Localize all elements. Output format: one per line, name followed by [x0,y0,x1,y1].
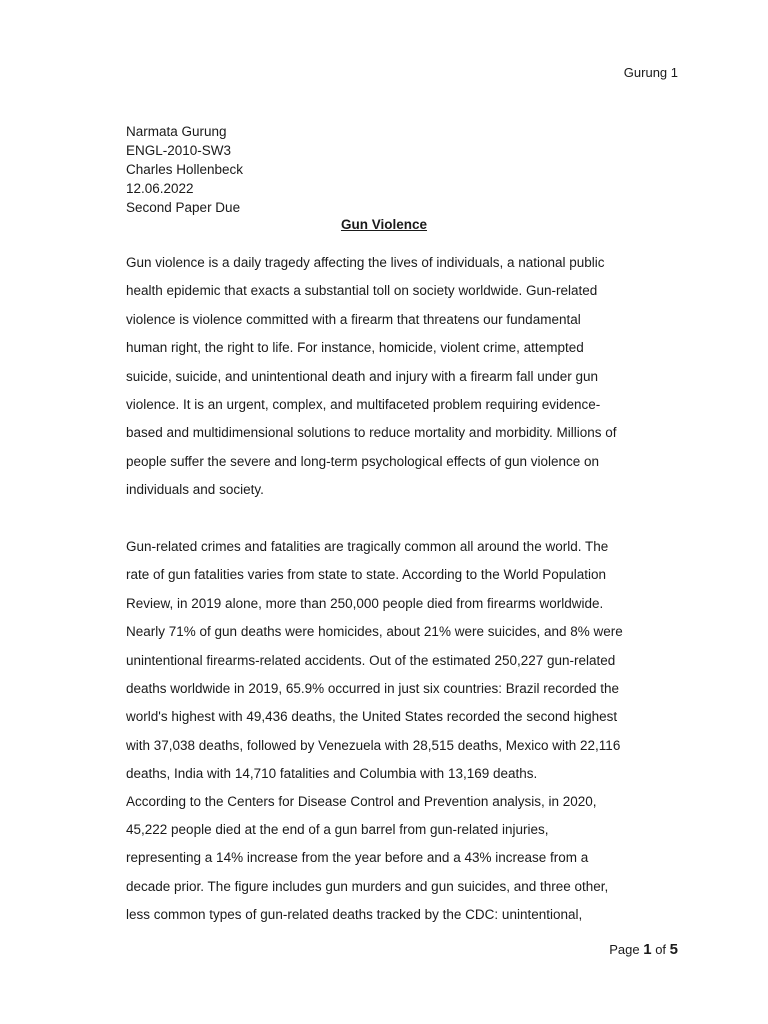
text-line: deaths, India with 14,710 fatalities and Columbia with 13,169 deaths. [126,766,538,782]
mla-heading [126,122,243,217]
text-line: people suffer the severe and long-term psychological effects of gun violence on [126,453,600,469]
text-line: world's highest with 49,436 deaths, the United States recorded the second highest [126,709,618,725]
text-line: representing a 14% increase from the year before and a 43% increase from a [126,850,589,866]
text-line: health epidemic that exacts a substantial toll on society worldwide. Gun-related [126,283,598,299]
text-line: individuals and society. [126,482,264,498]
text-line: 45,222 people died at the end of a gun barrel from gun-related injuries, [126,822,549,838]
running-head: Gurung 1 [623,65,678,80]
text-line: violence. It is an urgent, complex, and multifaceted problem requiring evidence- [126,396,601,412]
total-page-count: 5 [669,941,678,958]
text-line: rate of gun fatalities varies from state to state. According to the World Population [126,567,607,583]
text-line: Gun violence is a daily tragedy affecting the lives of individuals, a national public [126,255,605,270]
text-line: unintentional firearms-related accidents. Out of the estimated 250,227 gun-related [126,652,616,668]
paragraph-2 [126,537,646,793]
text-line: violence is violence committed with a firearm that threatens our fundamental [126,311,581,327]
assignment-name: Second Paper Due [126,200,241,215]
text-line: suicide, suicide, and unintentional death and injury with a firearm fall under gun [126,368,599,384]
course-code: ENGL-2010-SW3 [126,143,232,158]
page-label: Page [609,942,640,957]
paragraph-3 [126,792,646,933]
page-number-footer [609,941,678,959]
paragraph-1 [126,253,646,509]
author-name: Narmata Gurung [126,124,227,139]
instructor-name: Charles Hollenbeck [126,162,244,177]
text-line: based and multidimensional solutions to reduce mortality and morbidity. Millions of [126,425,617,441]
text-line: with 37,038 deaths, followed by Venezuela with 28,515 deaths, Mexico with 22,116 [126,737,621,753]
text-line: decade prior. The figure includes gun murders and gun suicides, and three other, [126,878,609,894]
text-line: According to the Centers for Disease Control and Prevention analysis, in 2020, [126,794,597,809]
text-line: Review, in 2019 alone, more than 250,000 people died from firearms worldwide. [126,595,604,611]
paper-date: 12.06.2022 [126,181,194,196]
text-line: Nearly 71% of gun deaths were homicides, about 21% were suicides, and 8% were [126,624,623,640]
text-line: Gun-related crimes and fatalities are tragically common all around the world. The [126,539,609,554]
text-line: less common types of gun-related deaths tracked by the CDC: unintentional, [126,906,583,922]
of-label: of [655,942,667,957]
paper-title: Gun Violence [340,217,428,232]
current-page-number: 1 [643,941,652,958]
text-line: deaths worldwide in 2019, 65.9% occurred in just six countries: Brazil recorded the [126,680,620,696]
text-line: human right, the right to life. For instance, homicide, violent crime, attempted [126,340,584,356]
